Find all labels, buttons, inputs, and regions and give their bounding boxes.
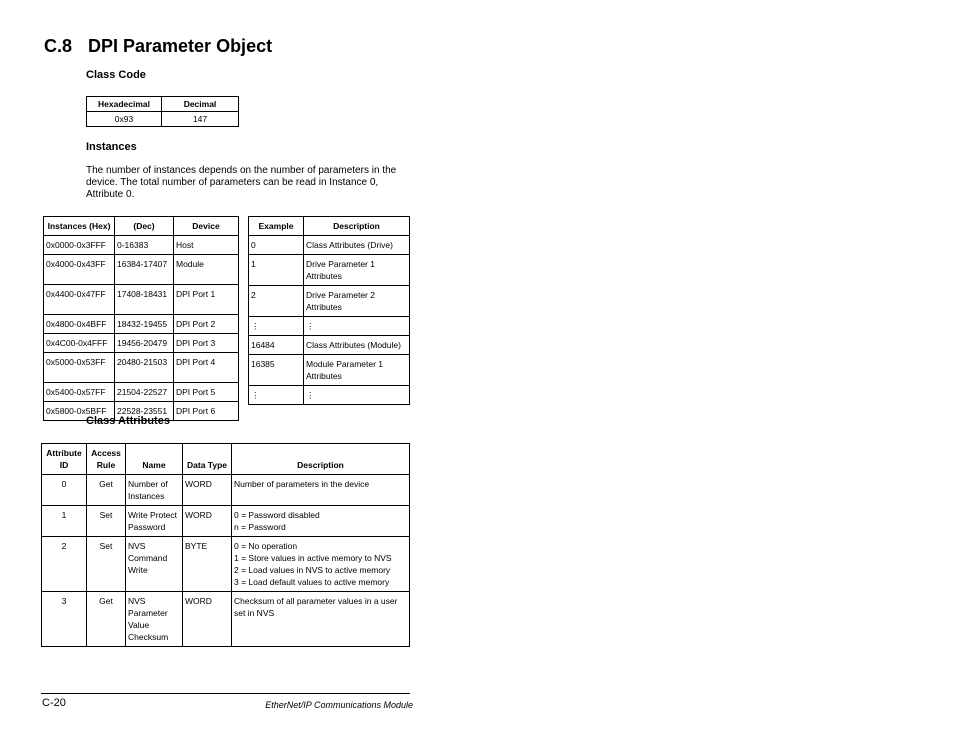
instance-hex-cell: 0x4400-0x47FF	[44, 285, 115, 315]
instance-dec-cell: 18432-19455	[115, 315, 174, 334]
class-attributes-header: Description	[232, 444, 410, 475]
instance-dec-cell: 19456-20479	[115, 334, 174, 353]
access-rule-cell: Get	[87, 592, 126, 647]
instance-hex-cell: 0x0000-0x3FFF	[44, 236, 115, 255]
instance-device-cell: DPI Port 6	[174, 402, 239, 421]
document-name: EtherNet/IP Communications Module	[265, 700, 413, 710]
instance-device-cell: DPI Port 4	[174, 353, 239, 383]
instance-device-cell: DPI Port 2	[174, 315, 239, 334]
access-rule-cell: Set	[87, 537, 126, 592]
instance-device-cell: DPI Port 5	[174, 383, 239, 402]
access-rule-cell: Get	[87, 475, 126, 506]
class-attributes-header: Name	[126, 444, 183, 475]
instance-hex-cell: 0x4000-0x43FF	[44, 255, 115, 285]
section-heading: DPI Parameter Object	[88, 36, 273, 56]
class-code-dec: 147	[162, 112, 239, 127]
attribute-id-cell: 2	[42, 537, 87, 592]
section-title	[44, 36, 272, 57]
class-code-header: Decimal	[162, 97, 239, 112]
example-description-cell: Drive Parameter 1 Attributes	[304, 255, 410, 286]
instance-hex-cell: 0x4C00-0x4FFF	[44, 334, 115, 353]
page-number: C-20	[42, 697, 66, 709]
table-row	[249, 236, 410, 255]
table-row	[44, 255, 239, 285]
attribute-description-cell: 0 = Password disabled n = Password	[232, 506, 410, 537]
attribute-description-cell: Checksum of all parameter values in a user set in NVS	[232, 592, 410, 647]
table-row	[42, 506, 410, 537]
attribute-id-cell: 1	[42, 506, 87, 537]
instance-hex-cell: 0x4800-0x4BFF	[44, 315, 115, 334]
footer-rule	[41, 693, 410, 694]
table-row	[249, 286, 410, 317]
attribute-description-cell: 0 = No operation 1 = Store values in active memory to NVS 2 = Load values in NVS to active memory 3 = Load default values to active memory	[232, 537, 410, 592]
instance-device-cell: DPI Port 1	[174, 285, 239, 315]
class-code-hex: 0x93	[87, 112, 162, 127]
example-cell: 16385	[249, 355, 304, 386]
instance-dec-cell: 0-16383	[115, 236, 174, 255]
example-cell: 2	[249, 286, 304, 317]
example-description-cell: ⋮	[304, 386, 410, 405]
table-row	[42, 475, 410, 506]
attribute-id-cell: 0	[42, 475, 87, 506]
example-description-cell: Drive Parameter 2 Attributes	[304, 286, 410, 317]
table-row	[42, 537, 410, 592]
instance-hex-cell: 0x5400-0x57FF	[44, 383, 115, 402]
instance-device-cell: Module	[174, 255, 239, 285]
class-attributes-header: Data Type	[183, 444, 232, 475]
instance-dec-cell: 21504-22527	[115, 383, 174, 402]
instances-header: Device	[174, 217, 239, 236]
example-cell: 0	[249, 236, 304, 255]
class-attributes-header: Access Rule	[87, 444, 126, 475]
table-row	[44, 353, 239, 383]
example-description-cell: Class Attributes (Drive)	[304, 236, 410, 255]
example-description-cell: ⋮	[304, 317, 410, 336]
section-number: C.8	[44, 36, 73, 56]
instances-header: Instances (Hex)	[44, 217, 115, 236]
data-type-cell: WORD	[183, 475, 232, 506]
class-code-header: Hexadecimal	[87, 97, 162, 112]
example-description-cell: Module Parameter 1 Attributes	[304, 355, 410, 386]
example-header: Description	[304, 217, 410, 236]
example-cell: ⋮	[249, 386, 304, 405]
table-row	[42, 592, 410, 647]
class-attributes-header: Attribute ID	[42, 444, 87, 475]
example-header: Example	[249, 217, 304, 236]
attribute-name-cell: Number of Instances	[126, 475, 183, 506]
instances-header: (Dec)	[115, 217, 174, 236]
table-row	[249, 355, 410, 386]
example-cell: ⋮	[249, 317, 304, 336]
table-row	[44, 285, 239, 315]
attribute-name-cell: Write Protect Password	[126, 506, 183, 537]
table-row	[44, 315, 239, 334]
data-type-cell: BYTE	[183, 537, 232, 592]
instance-dec-cell: 20480-21503	[115, 353, 174, 383]
table-row	[44, 334, 239, 353]
attribute-id-cell: 3	[42, 592, 87, 647]
instance-device-cell: DPI Port 3	[174, 334, 239, 353]
instances-description: The number of instances depends on the number of parameters in the device. The total number of parameters can be read in Instance 0, Attribute 0.	[86, 165, 397, 200]
class-code-heading: Class Code	[86, 69, 146, 81]
class-attributes-table	[41, 443, 410, 647]
data-type-cell: WORD	[183, 506, 232, 537]
table-row	[44, 383, 239, 402]
table-row	[44, 236, 239, 255]
instance-hex-cell: 0x5800-0x5BFF	[44, 402, 115, 421]
table-row	[249, 386, 410, 405]
table-row	[249, 317, 410, 336]
example-description-cell: Class Attributes (Module)	[304, 336, 410, 355]
instances-example-table	[248, 216, 410, 405]
class-attributes-heading: Class Attributes	[86, 415, 170, 427]
instance-dec-cell: 17408-18431	[115, 285, 174, 315]
data-type-cell: WORD	[183, 592, 232, 647]
table-row	[249, 255, 410, 286]
example-cell: 16484	[249, 336, 304, 355]
access-rule-cell: Set	[87, 506, 126, 537]
attribute-name-cell: NVS Command Write	[126, 537, 183, 592]
instance-dec-cell: 16384-17407	[115, 255, 174, 285]
instance-device-cell: Host	[174, 236, 239, 255]
instance-dec-cell: 22528-23551	[115, 402, 174, 421]
attribute-description-cell: Number of parameters in the device	[232, 475, 410, 506]
instances-range-table	[43, 216, 239, 421]
table-row	[249, 336, 410, 355]
instances-heading: Instances	[86, 141, 137, 153]
instance-hex-cell: 0x5000-0x53FF	[44, 353, 115, 383]
example-cell: 1	[249, 255, 304, 286]
class-code-table	[86, 96, 239, 127]
attribute-name-cell: NVS Parameter Value Checksum	[126, 592, 183, 647]
